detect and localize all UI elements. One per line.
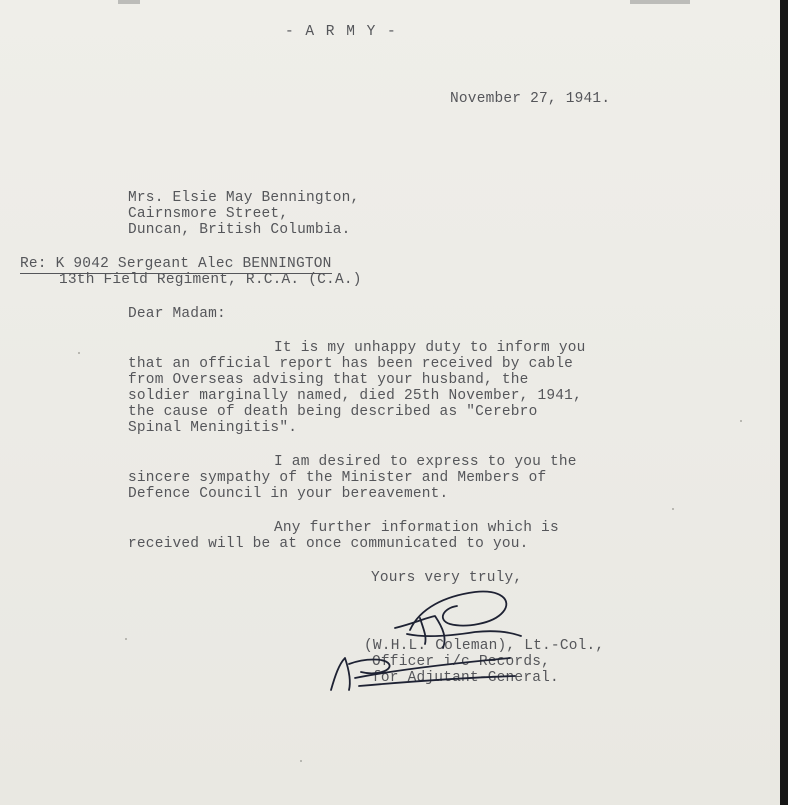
paragraph-1-line: that an official report has been received by cable	[128, 356, 574, 372]
reference-line-1: Re: K 9042 Sergeant Alec BENNINGTON	[20, 256, 332, 272]
paragraph-3-line: Any further information which is	[274, 520, 559, 536]
paragraph-1-line: the cause of death being described as "Cerebro	[128, 404, 538, 420]
handwritten-signature	[325, 578, 535, 698]
recipient-name: Mrs. Elsie May Bennington,	[128, 190, 360, 206]
paper-speck	[672, 508, 674, 510]
paragraph-2-line: I am desired to express to you the	[274, 454, 577, 470]
cropped-header-right	[630, 0, 690, 4]
paper-speck	[740, 420, 742, 422]
paragraph-1-line: Spinal Meningitis".	[128, 420, 298, 436]
paragraph-1-line: from Overseas advising that your husband, the	[128, 372, 529, 388]
scan-edge	[780, 0, 788, 805]
letterhead-department: - A R M Y -	[285, 24, 398, 40]
recipient-street: Cairnsmore Street,	[128, 206, 289, 222]
paragraph-3-line: received will be at once communicated to you.	[128, 536, 529, 552]
salutation: Dear Madam:	[128, 306, 226, 322]
signatory-for: for Adjutant-General.	[372, 670, 559, 686]
paragraph-2-line: sincere sympathy of the Minister and Members of	[128, 470, 547, 486]
signatory-name: (W.H.L. Coleman), Lt.-Col.,	[364, 638, 605, 654]
signatory-title: Officer i/c Records,	[372, 654, 551, 670]
paper-speck	[300, 760, 302, 762]
recipient-city: Duncan, British Columbia.	[128, 222, 351, 238]
letter-date: November 27, 1941.	[450, 91, 611, 107]
paragraph-1-line: It is my unhappy duty to inform you	[274, 340, 586, 356]
paragraph-2-line: Defence Council in your bereavement.	[128, 486, 449, 502]
reference-line-2: 13th Field Regiment, R.C.A. (C.A.)	[59, 272, 362, 288]
cropped-header-left	[118, 0, 140, 4]
paper-speck	[78, 352, 80, 354]
paper-speck	[125, 638, 127, 640]
closing: Yours very truly,	[371, 570, 523, 586]
paragraph-1-line: soldier marginally named, died 25th November, 1941,	[128, 388, 582, 404]
